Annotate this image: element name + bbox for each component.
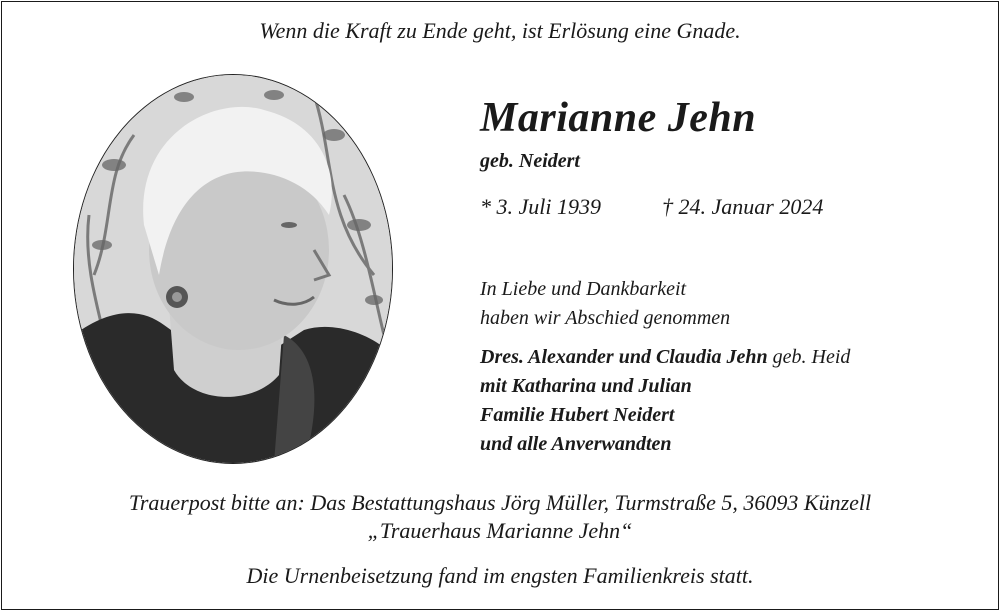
mourner-line-1 <box>480 346 850 369</box>
portrait-photo <box>73 74 393 464</box>
maiden-name: geb. Neidert <box>480 150 580 172</box>
mourner-maiden-name: geb. Heid <box>767 346 851 368</box>
death-date: † 24. Januar 2024 <box>662 194 824 219</box>
birth-date: * 3. Juli 1939 <box>480 194 601 219</box>
mourner-names: Dres. Alexander und Claudia Jehn <box>480 346 768 368</box>
condolence-address: Trauerpost bitte an: Das Bestattungshaus Jörg Müller, Turmstraße 5, 36093 Künzell <box>128 490 872 515</box>
deceased-name: Marianne Jehn <box>480 95 757 141</box>
mourner-line-3: Familie Hubert Neidert <box>480 404 675 426</box>
burial-note: Die Urnenbeisetzung fand im engsten Familienkreis statt. <box>246 563 754 588</box>
farewell-line-1: In Liebe und Dankbarkeit <box>480 278 687 300</box>
motto: Wenn die Kraft zu Ende geht, ist Erlösung eine Gnade. <box>259 18 741 43</box>
condolence-reference: „Trauerhaus Marianne Jehn“ <box>367 518 633 543</box>
mourner-line-2: mit Katharina und Julian <box>480 375 692 397</box>
mourner-line-4: und alle Anverwandten <box>480 433 672 455</box>
farewell-line-2: haben wir Abschied genommen <box>480 307 731 329</box>
